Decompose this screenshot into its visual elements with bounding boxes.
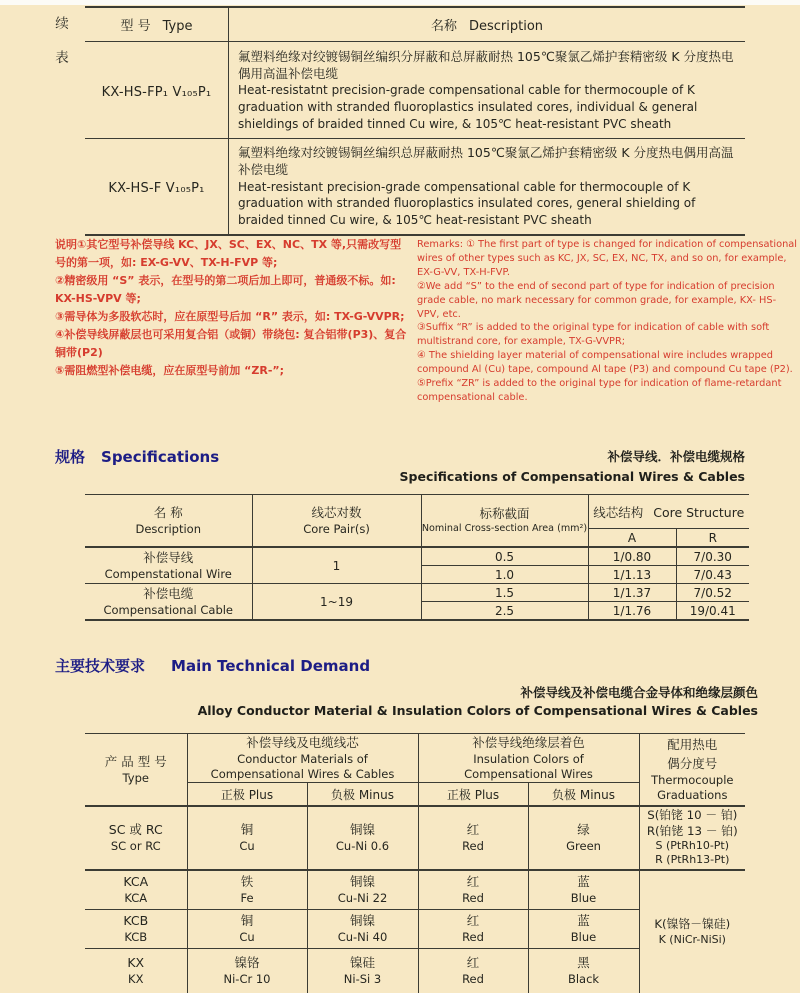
conductor-materials-header-cell — [187, 734, 418, 783]
demand-subtitle — [158, 684, 758, 720]
header-en-1: Thermocouple — [640, 773, 746, 788]
material-cn: 铁 — [188, 874, 307, 891]
table-row — [85, 42, 745, 139]
header-cn: 补偿导线及电缆线芯 — [188, 734, 418, 752]
product-type-cell — [85, 806, 187, 870]
description-cell — [229, 42, 746, 139]
product-type-header-cell — [85, 734, 187, 807]
plus-color-cell — [418, 949, 528, 993]
header-en: Core Pair(s) — [253, 522, 421, 537]
table-row — [85, 806, 745, 870]
thermocouple-header-cell — [639, 734, 745, 807]
area-cell: 2.5 — [421, 602, 588, 621]
color-en: Blue — [529, 891, 639, 906]
heading-en: Specifications — [101, 448, 219, 466]
header-cn: 名 称 — [85, 504, 252, 522]
specs-subtitle-en: Specifications of Compensational Wires & Cables — [265, 467, 745, 487]
header-cn: 标称截面 — [422, 505, 588, 523]
header-en-1: Conductor Materials of — [188, 752, 418, 767]
thermo-line: R (PtRh13-Pt) — [640, 853, 746, 867]
type-line-1: KX — [85, 955, 187, 972]
plus-color-cell — [418, 806, 528, 870]
minus-color-cell — [528, 870, 639, 910]
notes-chinese — [55, 236, 409, 380]
type-line-1: SC 或 RC — [85, 822, 187, 839]
item-en: Compenstational Wire — [85, 567, 252, 582]
note-item: ②We add “S” to the end of second part of type for indication of precision grade cable, no mark necessary for common grade, for example, KX- HS-VPV, etc. — [417, 280, 798, 322]
model-text: KX-HS-FP₁ V₁₀₅P₁ — [102, 85, 212, 100]
description-header-cell — [85, 495, 252, 548]
material-cn: 镍硅 — [308, 955, 418, 972]
model-text: KX-HS-F V₁₀₅P₁ — [108, 181, 204, 196]
item-name-cell — [85, 584, 252, 621]
header-cn: 补偿导线绝缘层着色 — [419, 734, 639, 752]
specs-section-heading — [55, 446, 219, 467]
color-en: Red — [419, 839, 528, 854]
demand-section-heading — [55, 655, 370, 676]
note-item: ④补偿导线屏蔽层也可采用复合铝（或铜）带绕包: 复合铝带(P3)、复合铜带(P2) — [55, 326, 409, 362]
color-cn: 黑 — [529, 955, 639, 972]
item-cn: 补偿电缆 — [85, 585, 252, 603]
product-type-cell — [85, 870, 187, 910]
product-type-cell — [85, 949, 187, 993]
description-header-cn: 名称 — [431, 19, 457, 34]
header-en: Nominal Cross-section Area (mm²) — [422, 523, 588, 535]
color-en: Green — [529, 839, 639, 854]
structure-r-cell: 7/0.43 — [676, 566, 749, 584]
header-cn: 线芯对数 — [253, 504, 421, 522]
note-item: 说明①其它型号补偿导线 KC、JX、SC、EX、NC、TX 等,只需改写型号的第一项，如: EX-G-VV、TX-H-FVP 等; — [55, 236, 409, 272]
minus-color-cell — [528, 806, 639, 870]
plus-material-cell — [187, 910, 307, 949]
material-en: Ni-Si 3 — [308, 972, 418, 987]
header-en-1: Insulation Colors of — [419, 752, 639, 767]
color-cn: 蓝 — [529, 913, 639, 930]
description-header-cell — [229, 7, 746, 42]
minus-material-cell — [307, 910, 418, 949]
core-pairs-cell: 1 — [252, 547, 421, 584]
type-line-2: SC or RC — [85, 839, 187, 854]
material-en: Cu-Ni 0.6 — [308, 839, 418, 854]
structure-a-cell: 1/1.13 — [588, 566, 676, 584]
material-cn: 铜 — [188, 822, 307, 839]
thermo-line: K(镍铬－镍硅) — [640, 917, 746, 932]
color-cn: 红 — [419, 955, 528, 972]
table-row — [85, 139, 745, 235]
structure-r-cell: 7/0.30 — [676, 547, 749, 566]
thermo-line: R(铂铑 13 － 铂) — [640, 824, 746, 839]
thermo-line: K (NiCr-NiSi) — [640, 933, 746, 947]
color-en: Red — [419, 930, 528, 945]
page-top-edge — [0, 0, 800, 5]
structure-a-cell: 1/0.80 — [588, 547, 676, 566]
core-pairs-header-cell — [252, 495, 421, 548]
header-en-2: Compensational Wires — [419, 767, 639, 782]
plus-material-cell — [187, 806, 307, 870]
core-pairs-cell: 1~19 — [252, 584, 421, 621]
material-en: Cu — [188, 839, 307, 854]
core-structure-header-cell — [588, 495, 749, 529]
continued-table-label — [52, 12, 72, 80]
demand-header-row — [85, 734, 745, 783]
notes-english — [417, 238, 798, 405]
material-en: Ni-Cr 10 — [188, 972, 307, 987]
description-cell — [229, 139, 746, 235]
cross-section-header-cell — [421, 495, 588, 548]
type-table-header-row — [85, 7, 745, 42]
heading-cn: 规格 — [55, 448, 85, 466]
model-cell — [85, 139, 229, 235]
column-a-header: A — [588, 529, 676, 548]
product-type-cell — [85, 910, 187, 949]
color-en: Blue — [529, 930, 639, 945]
note-item: ③Suffix “R” is added to the original type for indication of cable with soft multistrand core, for example, TX-G-VVPR; — [417, 321, 798, 349]
structure-r-cell: 7/0.52 — [676, 584, 749, 602]
description-en: Heat-resistatnt precision-grade compensational cable for thermocouple of K graduation with stranded fluoroplastics insulated cores, individual & general shieldings of braided tinned Cu wire, & 105℃ heat-resistant PVC sheath — [238, 82, 737, 132]
specs-table — [85, 494, 749, 621]
area-cell: 0.5 — [421, 547, 588, 566]
demand-subtitle-en: Alloy Conductor Material & Insulation Colors of Compensational Wires & Cables — [158, 702, 758, 720]
type-header-en: Type — [163, 19, 193, 34]
color-en: Black — [529, 972, 639, 987]
note-item: ④ The shielding layer material of compensational wire includes wrapped compound Al (Cu) tape, compound Al tape (P3) and compound Cu tape (P2). — [417, 349, 798, 377]
header-en: Type — [85, 771, 187, 786]
material-en: Fe — [188, 891, 307, 906]
header-en-2: Compensational Wires & Cables — [188, 767, 418, 782]
plus-color-cell — [418, 910, 528, 949]
heading-en: Main Technical Demand — [171, 657, 370, 675]
specs-header-row — [85, 495, 749, 529]
minus-color-cell — [528, 910, 639, 949]
header-en-2: Graduations — [640, 788, 746, 803]
structure-a-cell: 1/1.37 — [588, 584, 676, 602]
type-line-2: KCB — [85, 930, 187, 945]
column-r-header: R — [676, 529, 749, 548]
header-cn-2: 偶分度号 — [640, 755, 746, 773]
structure-r-cell: 19/0.41 — [676, 602, 749, 621]
plus-material-cell — [187, 870, 307, 910]
color-cn: 红 — [419, 822, 528, 839]
material-cn: 铜镍 — [308, 913, 418, 930]
material-cn: 铜镍 — [308, 874, 418, 891]
description-cn: 氟塑料绝缘对绞镀锡铜丝编织总屏蔽耐热 105℃聚氯乙烯护套精密级 K 分度热电偶用高温补偿电缆 — [238, 144, 737, 179]
minus-material-cell — [307, 870, 418, 910]
minus-header: 负极 Minus — [307, 783, 418, 807]
model-cell — [85, 42, 229, 139]
note-item: ③需导体为多股软芯时，应在原型号后加 “R” 表示，如: TX-G-VVPR; — [55, 308, 409, 326]
table-row — [85, 584, 749, 602]
header-cn-1: 配用热电 — [640, 736, 746, 754]
color-en: Red — [419, 972, 528, 987]
item-name-cell — [85, 547, 252, 584]
plus-header: 正极 Plus — [187, 783, 307, 807]
color-cn: 红 — [419, 874, 528, 891]
description-cn: 氟塑料绝缘对绞镀锡铜丝编织分屏蔽和总屏蔽耐热 105℃聚氯乙烯护套精密级 K 分度热电偶用高温补偿电缆 — [238, 48, 737, 83]
material-en: Cu — [188, 930, 307, 945]
type-description-table — [85, 6, 745, 236]
item-en: Compensational Cable — [85, 603, 252, 618]
plus-color-cell — [418, 870, 528, 910]
thermo-line: S(铂铑 10 － 铂) — [640, 808, 746, 823]
header-cn: 线芯结构 — [593, 505, 643, 520]
header-en: Core Structure — [653, 505, 744, 520]
type-header-cell — [85, 7, 229, 42]
note-item: ⑤Prefix “ZR” is added to the original type for indication of flame-retardant compensational cable. — [417, 377, 798, 405]
thermocouple-cell-k — [639, 870, 745, 993]
note-item: ⑤需阻燃型补偿电缆，应在原型号前加 “ZR-”; — [55, 362, 409, 380]
minus-color-cell — [528, 949, 639, 993]
minus-material-cell — [307, 949, 418, 993]
color-en: Red — [419, 891, 528, 906]
plus-header: 正极 Plus — [418, 783, 528, 807]
heading-cn: 主要技术要求 — [55, 657, 145, 675]
type-line-1: KCB — [85, 913, 187, 930]
plus-material-cell — [187, 949, 307, 993]
type-line-1: KCA — [85, 874, 187, 891]
material-en: Cu-Ni 22 — [308, 891, 418, 906]
type-line-2: KCA — [85, 891, 187, 906]
description-header-en: Description — [469, 19, 543, 34]
continued-char-1: 续 — [52, 12, 72, 32]
header-en: Description — [85, 522, 252, 537]
minus-header: 负极 Minus — [528, 783, 639, 807]
description-en: Heat-resistant precision-grade compensational cable for thermocouple of K graduation with stranded fluoroplastics insulated cores, general shielding of braided tinned Cu wire, & 105℃ heat-resistant PVC sheath — [238, 179, 737, 229]
demand-table — [85, 733, 745, 993]
type-header-cn: 型 号 — [121, 19, 151, 34]
color-cn: 红 — [419, 913, 528, 930]
demand-subtitle-cn: 补偿导线及补偿电缆合金导体和绝缘层颜色 — [158, 684, 758, 702]
table-row — [85, 547, 749, 566]
note-item: Remarks: ① The first part of type is changed for indication of compensational wires of other types such as KC, JX, SC, EX, NC, TX, and so on, for example, EX-G-VV, TX-H-FVP. — [417, 238, 798, 280]
material-en: Cu-Ni 40 — [308, 930, 418, 945]
minus-material-cell — [307, 806, 418, 870]
color-cn: 绿 — [529, 822, 639, 839]
specs-subtitle-cn: 补偿导线．补偿电缆规格 — [265, 447, 745, 467]
note-item: ②精密级用 “S” 表示，在型号的第二项后加上即可，普通级不标。如: KX-HS-VPV 等; — [55, 272, 409, 308]
thermocouple-cell — [639, 806, 745, 870]
area-cell: 1.5 — [421, 584, 588, 602]
material-cn: 铜镍 — [308, 822, 418, 839]
structure-a-cell: 1/1.76 — [588, 602, 676, 621]
material-cn: 铜 — [188, 913, 307, 930]
area-cell: 1.0 — [421, 566, 588, 584]
material-cn: 镍铬 — [188, 955, 307, 972]
item-cn: 补偿导线 — [85, 549, 252, 567]
insulation-colors-header-cell — [418, 734, 639, 783]
specs-subtitle — [265, 447, 745, 487]
type-line-2: KX — [85, 972, 187, 987]
color-cn: 蓝 — [529, 874, 639, 891]
table-row — [85, 870, 745, 910]
header-cn: 产 品 型 号 — [85, 753, 187, 771]
thermo-line: S (PtRh10-Pt) — [640, 839, 746, 853]
continued-char-2: 表 — [52, 46, 72, 66]
